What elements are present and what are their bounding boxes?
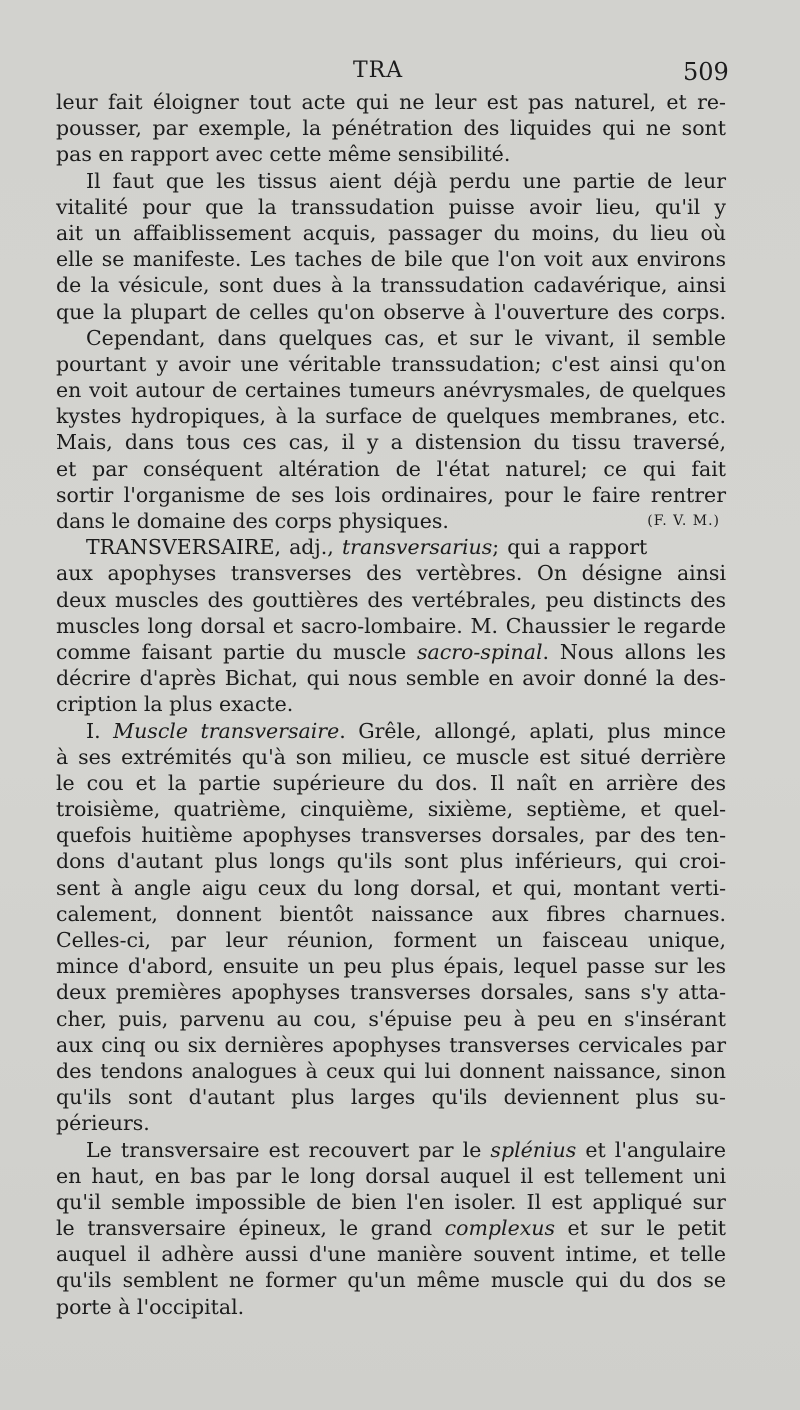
text-line: de la vésicule, sont dues à la transsudation cadavérique, ainsi [56, 273, 726, 298]
text-line-with-italic: comme faisant partie du muscle sacro-spinal. Nous allons les [56, 639, 726, 664]
text-line: des tendons analogues à ceux qui lui donnent naissance, sinon [56, 1058, 726, 1083]
text-line-with-italic: le transversaire épineux, le grand complexus et sur le petit [56, 1216, 726, 1241]
text-line: pas en rapport avec cette même sensibilité. [56, 142, 511, 167]
entry-headword-text: TRANSVERSAIRE, adj., transversarius; qui a rapport [86, 535, 648, 560]
text-line: deux muscles des gouttières des vertébrales, peu distincts des [56, 587, 726, 612]
text-line: sortir l'organisme de ses lois ordinaires, pour le faire rentrer [56, 482, 726, 507]
text-line: pourtant y avoir une véritable transsudation; c'est ainsi qu'on [56, 351, 726, 376]
text-line: calement, donnent bientôt naissance aux fibres charnues. [56, 901, 726, 926]
running-head: TRA [353, 58, 404, 83]
text-line: le cou et la partie supérieure du dos. Il naît en arrière des [56, 770, 726, 795]
text-line: deux premières apophyses transverses dorsales, sans s'y atta- [56, 980, 726, 1005]
text-line: périeurs. [56, 1111, 150, 1136]
text-line: sent à angle aigu ceux du long dorsal, et qui, montant verti- [56, 875, 726, 900]
italic-subheading: Muscle transversaire [113, 718, 340, 743]
text-line: leur fait éloigner tout acte qui ne leur est pas naturel, et re- [56, 90, 726, 114]
text-line: Celles-ci, par leur réunion, forment un faisceau unique, [56, 928, 726, 952]
text-line: muscles long dorsal et sacro-lombaire. M. Chaussier le regarde [56, 613, 726, 638]
text-line: Mais, dans tous ces cas, il y a distension du tissu traversé, [56, 430, 726, 455]
text-line: vitalité pour que la transsudation puisse avoir lieu, qu'il y [56, 194, 726, 219]
italic-term: splénius [490, 1137, 577, 1162]
text-line: elle se manifeste. Les taches de bile que l'on voit aux environs [56, 247, 726, 272]
text-line: quefois huitième apophyses transverses dorsales, par des ten- [56, 823, 726, 848]
text-line: troisième, quatrième, cinquième, sixième, septième, et quel- [56, 797, 726, 822]
text-line: dons d'autant plus longs qu'ils sont plus inférieurs, qui croi- [56, 849, 726, 874]
entry-headword-line [56, 534, 726, 560]
text-line: qu'il semble impossible de bien l'en isoler. Il est appliqué sur [56, 1189, 726, 1214]
italic-term: complexus [444, 1216, 555, 1241]
text-line: auquel il adhère aussi d'une manière souvent intime, et telle [56, 1242, 726, 1267]
italic-term: sacro-spinal [417, 639, 543, 664]
text-line: en haut, en bas par le long dorsal auquel il est tellement uni [56, 1163, 726, 1188]
italic-term: transversarius [341, 535, 493, 560]
text-line-with-italic: Le transversaire est recouvert par le splénius et l'angulaire [86, 1137, 726, 1162]
text-line: aux apophyses transverses des vertèbres. On désigne ainsi [56, 561, 726, 586]
text-line-with-signature [56, 508, 726, 534]
text-line: pousser, par exemple, la pénétration des liquides qui ne sont [56, 116, 726, 141]
text-line: que la plupart de celles qu'on observe à l'ouverture des corps. [56, 299, 726, 324]
text-line: ait un affaiblissement acquis, passager du moins, du lieu où [56, 220, 726, 245]
text-line: aux cinq ou six dernières apophyses transverses cervicales par [56, 1032, 726, 1057]
text-line: décrire d'après Bichat, qui nous semble en avoir donné la des- [56, 666, 726, 691]
text-line: mince d'abord, ensuite un peu plus épais, lequel passe sur les [56, 954, 726, 979]
subsection-heading-line: I. Muscle transversaire. Grêle, allongé, aplati, plus mince [86, 718, 726, 743]
text-line: à ses extrémités qu'à son milieu, ce muscle est situé derrière [56, 744, 726, 769]
text-line: qu'ils semblent ne former qu'un même muscle qui du dos se [56, 1268, 726, 1293]
text-line: cription la plus exacte. [56, 692, 294, 717]
text-segment: dans le domaine des corps physiques. [56, 509, 449, 533]
page-number: 509 [683, 58, 729, 86]
text-line: porte à l'occipital. [56, 1294, 245, 1319]
page-header [0, 58, 800, 90]
text-line: cher, puis, parvenu au cou, s'épuise peu à peu en s'insérant [56, 1006, 726, 1031]
text-line: kystes hydropiques, à la surface de quelques membranes, etc. [56, 404, 726, 429]
paragraph-start-line: Il faut que les tissus aient déjà perdu une partie de leur [86, 168, 726, 193]
text-line: et par conséquent altération de l'état naturel; ce qui fait [56, 456, 726, 481]
author-signature: (F. V. M.) [647, 513, 720, 529]
body-text [56, 89, 726, 1320]
text-line: en voit autour de certaines tumeurs anévrysmales, de quelques [56, 378, 726, 403]
paragraph-start-line: Cependant, dans quelques cas, et sur le vivant, il semble [86, 325, 726, 350]
text-line: qu'ils sont d'autant plus larges qu'ils deviennent plus su- [56, 1085, 726, 1110]
